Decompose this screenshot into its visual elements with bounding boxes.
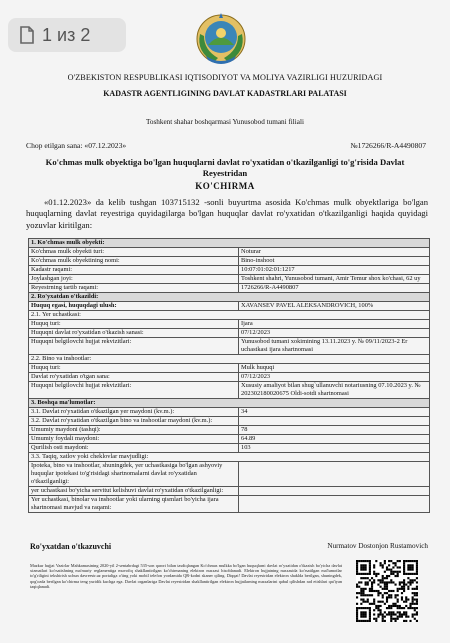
field-label: Kadastr raqami: xyxy=(29,266,239,275)
field-value xyxy=(239,487,430,496)
table-row xyxy=(29,302,430,311)
section-label: 3. Boshqa ma'lumotlar: xyxy=(29,399,430,408)
field-value: Noturar xyxy=(239,248,430,257)
field-value: Xususiy amaliyot bilan shug`ullanuvchi notariusning 07.10.2023 y. № 202302180020675 Oldi-sotdi shartnomasi xyxy=(239,382,430,399)
table-row xyxy=(29,496,430,513)
file-icon xyxy=(20,26,34,44)
field-label: Yer uchastkasi, binolar va inshootlar yoki ularning qismlari bo'yicha ijara shartnomasi mavjud va raqami: xyxy=(29,496,239,513)
table-row xyxy=(29,462,430,487)
field-value: Ijara xyxy=(239,320,430,329)
field-value: Mulk huquqi xyxy=(239,364,430,373)
table-row xyxy=(29,487,430,496)
field-label: 3.2. Davlat ro'yxatidan o'tkazilgan bino va inshootlar maydoni (kv.m.): xyxy=(29,417,239,426)
table-row xyxy=(29,453,430,462)
table-section-row xyxy=(29,399,430,408)
table-row xyxy=(29,257,430,266)
section-label: 3.3. Taqiq, xatlov yoki cheklovlar mavjudligi: xyxy=(29,453,430,462)
field-value: Yunusobod tumani xokimining 13.11.2023 y. № 09/11/2023-2 Er uchastkasi ijara shartnomasi xyxy=(239,338,430,355)
field-label: Ko'chmas mulk obyekti turi: xyxy=(29,248,239,257)
table-row xyxy=(29,329,430,338)
field-value: 78 xyxy=(239,426,430,435)
table-row xyxy=(29,444,430,453)
field-label: Huquq turi: xyxy=(29,364,239,373)
section-label: 1. Ko'chmas mulk obyekti: xyxy=(29,239,430,248)
field-label: Joylashgan joyi: xyxy=(29,275,239,284)
field-label: Umumiy maydoni (tashqi): xyxy=(29,426,239,435)
intro-paragraph: «01.12.2023» da kelib tushgan 103715132 -sonli buyurtma asosida Ko'chmas mulk obyektlariga bo'lgan huquqlarning davlat reyestriga quyidagilarga bo'lgan huquqlar davlat ro'yxatidan o'tkazilganligi haqida quyidagi yozuvlar kiritilgan: xyxy=(26,197,428,230)
table-row xyxy=(29,284,430,293)
table-row xyxy=(29,373,430,382)
field-label: Huquq turi: xyxy=(29,320,239,329)
state-emblem-icon xyxy=(194,12,248,68)
document-title: Ko'chmas mulk obyektiga bo'lgan huquqlarni davlat ro'yxatidan o'tkazilganligi to'g'risida Davlat Reyestridan xyxy=(45,157,405,178)
field-value: 07/12/2023 xyxy=(239,329,430,338)
field-value: XAVANSEV PAVEL ALEKSANDROVICH, 100% xyxy=(239,302,430,311)
field-value xyxy=(239,496,430,513)
section-label: 2.2. Bino va inshootlar: xyxy=(29,355,430,364)
table-section-row xyxy=(29,239,430,248)
qr-code-icon[interactable] xyxy=(356,560,418,622)
page-indicator-label: 1 из 2 xyxy=(42,24,91,45)
table-row xyxy=(29,426,430,435)
field-value: 07/12/2023 xyxy=(239,373,430,382)
field-label: Ipoteka, bino va inshootlar, shuningdek, yer uchastkasiga bo'lgan ashyoviy huquqlar ipotekasi to'g'risidagi shartnomalarni davlat ro'yxatidan o'tkazilganligi: xyxy=(29,462,239,487)
field-value: 10:07:01:02:01:1217 xyxy=(239,266,430,275)
field-value: 64.89 xyxy=(239,435,430,444)
registry-table xyxy=(28,238,430,513)
table-row xyxy=(29,408,430,417)
table-row xyxy=(29,320,430,329)
signature-name: Nurmatov Dostonjon Rustamovich xyxy=(327,542,428,550)
branch-heading: Toshkent shahar boshqarmasi Yunusobod tumani filiali xyxy=(146,118,304,126)
document-number: №1726266/R-A4490807 xyxy=(350,141,426,150)
field-label: Reyestrning tartib raqami: xyxy=(29,284,239,293)
field-value: Bino-inshoot xyxy=(239,257,430,266)
table-row xyxy=(29,275,430,284)
field-label: Qurilish osti maydoni: xyxy=(29,444,239,453)
table-row xyxy=(29,248,430,257)
field-value: 34 xyxy=(239,408,430,417)
field-label: yer uchastkasi bo'yicha servitut kelishuvi davlat ro'yxatidan o'tkazilganligi: xyxy=(29,487,239,496)
field-value: 1726266/R-A4490807 xyxy=(239,284,430,293)
table-row xyxy=(29,417,430,426)
table-row xyxy=(29,338,430,355)
field-label: Huquqni belgilovchi hujjat rekvizitlari: xyxy=(29,338,239,355)
table-row xyxy=(29,266,430,275)
field-value xyxy=(239,417,430,426)
section-label: 2. Ro'yxatdan o'tkazildi: xyxy=(29,293,430,302)
field-label: Huquqni davlat ro'yxatidan o'tkazish sanasi: xyxy=(29,329,239,338)
signature-role: Ro'yxatdan o'tkazuvchi xyxy=(30,542,112,551)
field-value: Toshkent shahri, Yunusobod tumani, Amir Temur shox ko'chasi, 62 uy xyxy=(239,275,430,284)
section-label: 2.1. Yer uchastkasi: xyxy=(29,311,430,320)
document-subtitle: KO'CHIRMA xyxy=(195,181,255,191)
agency-heading: KADASTR AGENTLIGINING DAVLAT KADASTRLARI PALATASI xyxy=(103,89,347,98)
field-label: Huquqni belgilovchi hujjat rekvizitlari: xyxy=(29,382,239,399)
field-label: 3.1. Davlat ro'yxatidan o'tkazilgan yer maydoni (kv.m.): xyxy=(29,408,239,417)
print-date: Chop etilgan sana: «07.12.2023» xyxy=(26,141,127,150)
field-value xyxy=(239,462,430,487)
field-label: Davlat ro'yxatidan o'tgan sana: xyxy=(29,373,239,382)
field-label: Huquq egasi, huquqdagi ulush: xyxy=(29,302,239,311)
field-value: 103 xyxy=(239,444,430,453)
page-indicator[interactable] xyxy=(8,18,126,52)
table-row xyxy=(29,435,430,444)
table-row xyxy=(29,382,430,399)
field-label: Umumiy foydali maydoni: xyxy=(29,435,239,444)
table-row xyxy=(29,355,430,364)
ministry-heading: O'ZBEKISTON RESPUBLIKASI IQTISODIYOT VA MOLIYA VAZIRLIGI HUZURIDAGI xyxy=(67,73,383,82)
table-row xyxy=(29,364,430,373)
field-label: Ko'chmas mulk obyektining nomi: xyxy=(29,257,239,266)
table-section-row xyxy=(29,293,430,302)
footer-note: Mazkur hujjat Vazirlar Mahkamasining 2020-yil 2-sentabrdagi 535-son qarori bilan tasdiqlangan Ko'chmas mulkka bo'lgan huquqlarni davlat ro'yxatidan o'tkazish bo'yicha davlat xizmatlari ko'rsatishning ma'muriy reglamentiga muvofiq shakllantirilgan ko'chirmaning elektron nusxasi hisoblanadi. Elektron hujjatning nusxasida ko'rsatilgan ma'lumotlar to'g'riligini tekshirish uchun davreestr.uz portaliga o'ting yoki mobil telefon yordamida QR-kodni skaner qiling. Diqqat! Davlat reyestridan elektron shaklda berilgan, shuningdek, qog'ozda berilgan ko'chirma teng yuridik kuchga ega. Davlat organlariga Davlat reyestridan shakllantirilgan elektron hujjatlarning nusxalarini qabul qilishdan rad etishlari qat'iyan taqiqlanadi. xyxy=(30,563,342,589)
table-row xyxy=(29,311,430,320)
